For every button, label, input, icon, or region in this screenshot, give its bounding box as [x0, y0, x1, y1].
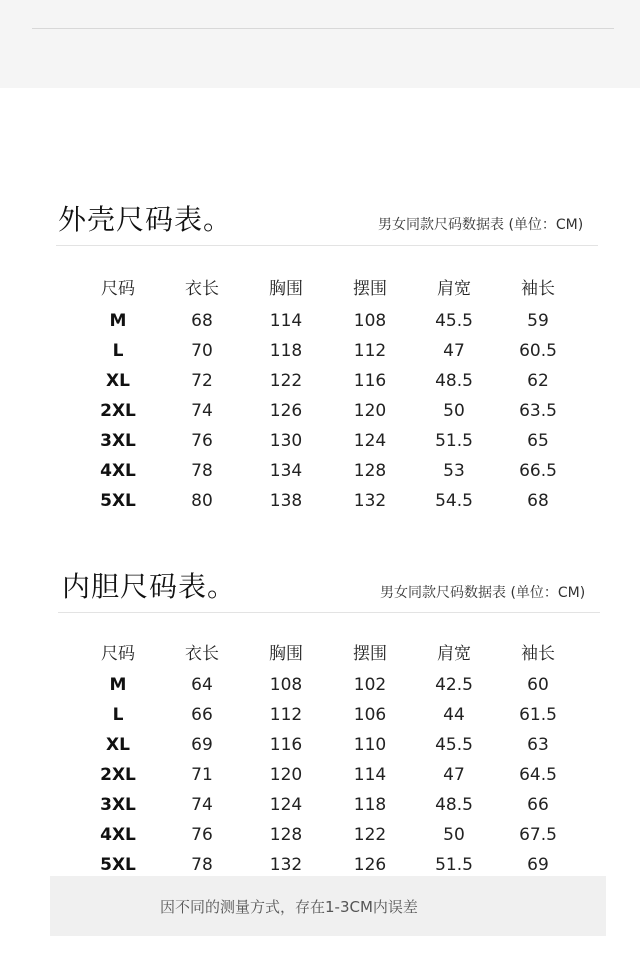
cell-hem: 108	[353, 311, 387, 331]
cell-hem: 126	[353, 855, 387, 875]
cell-size: XL	[106, 735, 130, 755]
cell-size: 3XL	[100, 795, 136, 815]
cell-sleeve: 69	[527, 855, 549, 875]
table-row	[76, 426, 580, 456]
cell-chest: 118	[269, 341, 303, 361]
cell-shoulder: 47	[443, 341, 465, 361]
cell-hem: 110	[353, 735, 387, 755]
table-row	[76, 486, 580, 516]
cell-shoulder: 54.5	[435, 491, 473, 511]
cell-length: 74	[191, 401, 213, 421]
header-shoulder: 肩宽	[437, 644, 471, 664]
header-length: 衣长	[185, 644, 219, 664]
cell-length: 68	[191, 311, 213, 331]
inner-size-subtitle: 男女同款尺码数据表 (单位：CM)	[380, 585, 586, 601]
cell-hem: 124	[353, 431, 387, 451]
cell-size: 3XL	[100, 431, 136, 451]
cell-hem: 128	[353, 461, 387, 481]
header-hem: 摆围	[353, 279, 387, 299]
header-size: 尺码	[101, 279, 135, 299]
table-row	[76, 670, 580, 700]
cell-length: 78	[191, 855, 213, 875]
cell-chest: 114	[269, 311, 303, 331]
cell-sleeve: 66	[527, 795, 549, 815]
header-sleeve: 袖长	[521, 644, 555, 664]
top-divider	[32, 28, 614, 29]
cell-shoulder: 47	[443, 765, 465, 785]
cell-length: 76	[191, 825, 213, 845]
cell-chest: 132	[269, 855, 303, 875]
table-row	[76, 820, 580, 850]
cell-hem: 106	[353, 705, 387, 725]
cell-chest: 108	[269, 675, 303, 695]
table-row	[76, 730, 580, 760]
table-row	[76, 700, 580, 730]
header-length: 衣长	[185, 279, 219, 299]
top-band	[0, 0, 640, 88]
cell-shoulder: 50	[443, 825, 465, 845]
table-row	[76, 336, 580, 366]
cell-chest: 120	[269, 765, 303, 785]
cell-hem: 112	[353, 341, 387, 361]
cell-hem: 116	[353, 371, 387, 391]
header-chest: 胸围	[269, 279, 303, 299]
cell-chest: 124	[269, 795, 303, 815]
cell-length: 71	[191, 765, 213, 785]
cell-sleeve: 66.5	[519, 461, 557, 481]
table-row	[76, 456, 580, 486]
cell-length: 80	[191, 491, 213, 511]
cell-sleeve: 64.5	[519, 765, 557, 785]
cell-sleeve: 61.5	[519, 705, 557, 725]
header-sleeve: 袖长	[521, 279, 555, 299]
cell-hem: 122	[353, 825, 387, 845]
cell-shoulder: 50	[443, 401, 465, 421]
cell-sleeve: 60	[527, 675, 549, 695]
cell-hem: 118	[353, 795, 387, 815]
table-row	[76, 366, 580, 396]
cell-sleeve: 59	[527, 311, 549, 331]
outer-title-divider	[56, 245, 598, 246]
cell-length: 64	[191, 675, 213, 695]
cell-hem: 114	[353, 765, 387, 785]
cell-length: 70	[191, 341, 213, 361]
cell-chest: 116	[269, 735, 303, 755]
cell-size: 4XL	[100, 461, 136, 481]
cell-chest: 130	[269, 431, 303, 451]
cell-length: 78	[191, 461, 213, 481]
cell-chest: 134	[269, 461, 303, 481]
cell-sleeve: 62	[527, 371, 549, 391]
cell-size: L	[112, 705, 124, 725]
cell-shoulder: 44	[443, 705, 465, 725]
cell-chest: 122	[269, 371, 303, 391]
inner-title-divider	[58, 612, 600, 613]
cell-hem: 132	[353, 491, 387, 511]
cell-chest: 112	[269, 705, 303, 725]
cell-shoulder: 42.5	[435, 675, 473, 695]
cell-length: 76	[191, 431, 213, 451]
header-hem: 摆围	[353, 644, 387, 664]
cell-sleeve: 63.5	[519, 401, 557, 421]
cell-size: 4XL	[100, 825, 136, 845]
cell-shoulder: 48.5	[435, 795, 473, 815]
cell-size: 2XL	[100, 401, 136, 421]
cell-sleeve: 68	[527, 491, 549, 511]
cell-shoulder: 51.5	[435, 431, 473, 451]
cell-size: 5XL	[100, 855, 136, 875]
cell-sleeve: 63	[527, 735, 549, 755]
cell-chest: 126	[269, 401, 303, 421]
table-header-row	[76, 272, 580, 306]
table-header-row	[76, 638, 580, 670]
cell-shoulder: 53	[443, 461, 465, 481]
outer-size-subtitle: 男女同款尺码数据表 (单位：CM)	[378, 217, 584, 233]
cell-hem: 102	[353, 675, 387, 695]
measurement-note	[50, 876, 606, 936]
cell-sleeve: 67.5	[519, 825, 557, 845]
header-size: 尺码	[101, 644, 135, 664]
outer-size-table	[76, 272, 580, 516]
cell-length: 66	[191, 705, 213, 725]
cell-length: 69	[191, 735, 213, 755]
cell-length: 74	[191, 795, 213, 815]
table-row	[76, 790, 580, 820]
cell-size: XL	[106, 371, 130, 391]
table-row	[76, 306, 580, 336]
header-shoulder: 肩宽	[437, 279, 471, 299]
outer-size-title: 外壳尺码表。	[58, 203, 233, 236]
cell-chest: 128	[269, 825, 303, 845]
cell-shoulder: 45.5	[435, 311, 473, 331]
inner-size-title: 内胆尺码表。	[62, 570, 237, 603]
cell-chest: 138	[269, 491, 303, 511]
cell-sleeve: 65	[527, 431, 549, 451]
cell-length: 72	[191, 371, 213, 391]
cell-size: M	[109, 675, 127, 695]
cell-size: L	[112, 341, 124, 361]
cell-hem: 120	[353, 401, 387, 421]
measurement-note-text: 因不同的测量方式，存在1-3CM内误差	[160, 898, 418, 916]
cell-sleeve: 60.5	[519, 341, 557, 361]
header-chest: 胸围	[269, 644, 303, 664]
inner-size-table	[76, 638, 580, 880]
cell-shoulder: 45.5	[435, 735, 473, 755]
table-row	[76, 760, 580, 790]
cell-size: 2XL	[100, 765, 136, 785]
table-row	[76, 396, 580, 426]
cell-shoulder: 48.5	[435, 371, 473, 391]
cell-size: 5XL	[100, 491, 136, 511]
cell-shoulder: 51.5	[435, 855, 473, 875]
cell-size: M	[109, 311, 127, 331]
